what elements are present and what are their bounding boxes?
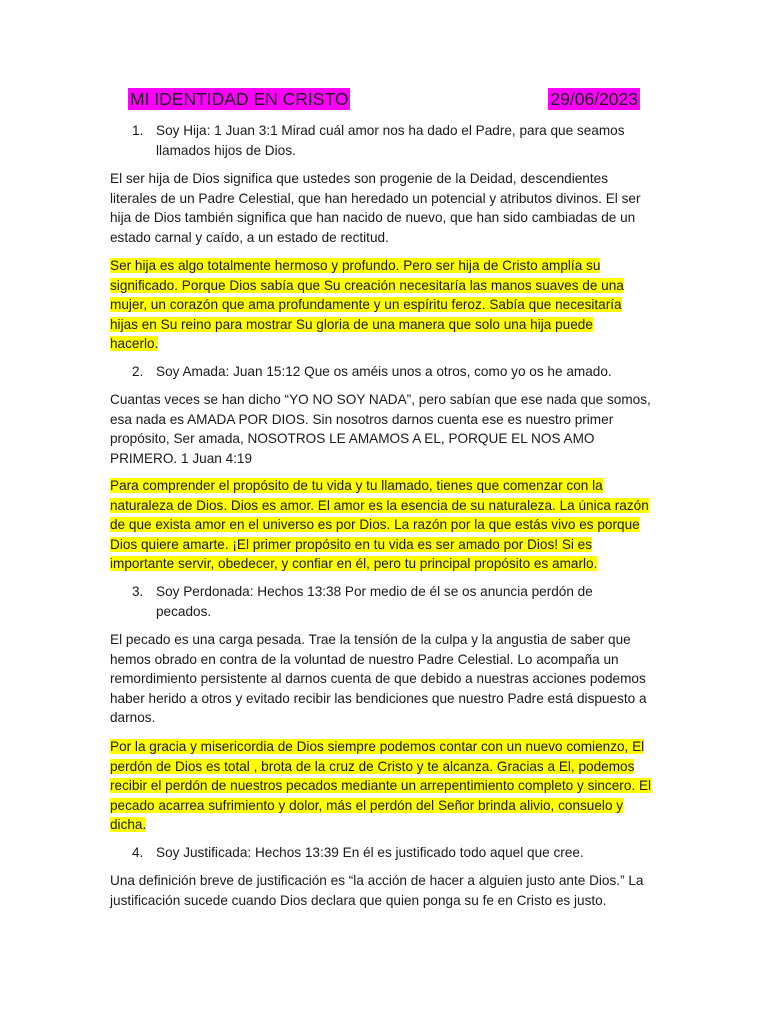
paragraph-text: El ser hija de Dios significa que ustedes son progenie de la Deidad, descendientes literales de un Padre Celestial, que han heredado un potencial y atributos divinos. El ser hija de Dios también significa que han nacido de nuevo, que han sido cambiadas de un estado carnal y caído, a un estado de rectitud. <box>110 171 641 245</box>
highlighted-paragraph <box>110 737 658 835</box>
paragraph <box>110 390 658 468</box>
list-number: 1. <box>132 123 144 138</box>
highlighted-paragraph <box>110 256 645 354</box>
paragraph <box>110 169 658 247</box>
paragraph <box>110 630 658 728</box>
paragraph <box>110 871 658 910</box>
title-row <box>128 88 640 112</box>
highlighted-text: Para comprender el propósito de tu vida y tu llamado, tienes que comenzar con la naturaleza de Dios. Dios es amor. El amor es la esencia de su naturaleza. La única razón de que exista amor en el universo es por Dios. La razón por la que estás vivo es porque Dios quiere amarte. ¡El primer propósito en tu vida es ser amado por Dios! Si es importante servir, obedecer, y confiar en él, pero tu principal propósito es amarlo. <box>110 478 649 572</box>
highlighted-paragraph <box>110 476 658 574</box>
paragraph-text: Cuantas veces se han dicho “YO NO SOY NADA”, pero sabían que ese nada que somos, esa nada es AMADA POR DIOS. Sin nosotros darnos cuenta ese es nuestro primer propósito, Ser amada, NOSOTROS LE AMAMOS A EL, PORQUE EL NOS AMO PRIMERO. 1 Juan 4:19 <box>110 392 651 466</box>
list-number: 4. <box>132 845 144 860</box>
list-heading: Soy Justificada: Hechos 13:39 En él es justificado todo aquel que cree. <box>156 845 584 860</box>
document-title: MI IDENTIDAD EN CRISTO <box>130 89 349 109</box>
paragraph-text: Una definición breve de justificación es “la acción de hacer a alguien justo ante Dios.” La justificación sucede cuando Dios declara que quien ponga su fe en Cristo es justo. <box>110 873 644 908</box>
list-heading: Soy Perdonada: Hechos 13:38 Por medio de él se os anuncia perdón de pecados. <box>156 584 593 619</box>
list-heading: Soy Amada: Juan 15:12 Que os améis unos a otros, como yo os he amado. <box>156 364 612 379</box>
paragraph-text: El pecado es una carga pesada. Trae la tensión de la culpa y la angustia de saber que hemos obrado en contra de la voluntad de nuestro Padre Celestial. Lo acompaña un remordimiento persistente al darnos cuenta de que debido a nuestras acciones podemos haber herido a otros y evitado recibir las bendiciones que nuestro Padre está dispuesto a darnos. <box>110 632 647 726</box>
highlighted-text: Ser hija es algo totalmente hermoso y profundo. Pero ser hija de Cristo amplía su significado. Porque Dios sabía que Su creación necesitaría las manos suaves de una mujer, un corazón que ama profundamente y un espíritu feroz. Sabía que necesitaría hijas en Su reino para mostrar Su gloria de una manera que solo una hija puede hacerlo. <box>110 258 624 352</box>
list-heading: Soy Hija: 1 Juan 3:1 Mirad cuál amor nos ha dado el Padre, para que seamos llamados hijos de Dios. <box>156 123 625 158</box>
list-number: 3. <box>132 584 144 599</box>
document-date: 29/06/2023 <box>550 89 638 109</box>
list-number: 2. <box>132 364 144 379</box>
highlighted-text: Por la gracia y misericordia de Dios siempre podemos contar con un nuevo comienzo, El perdón de Dios es total , brota de la cruz de Cristo y te alcanza. Gracias a El, podemos recibir el perdón de nuestros pecados mediante un arrepentimiento completo y sincero. El pecado acarrea sufrimiento y dolor, más el perdón del Señor brinda alivio, consuelo y dicha. <box>110 739 652 833</box>
